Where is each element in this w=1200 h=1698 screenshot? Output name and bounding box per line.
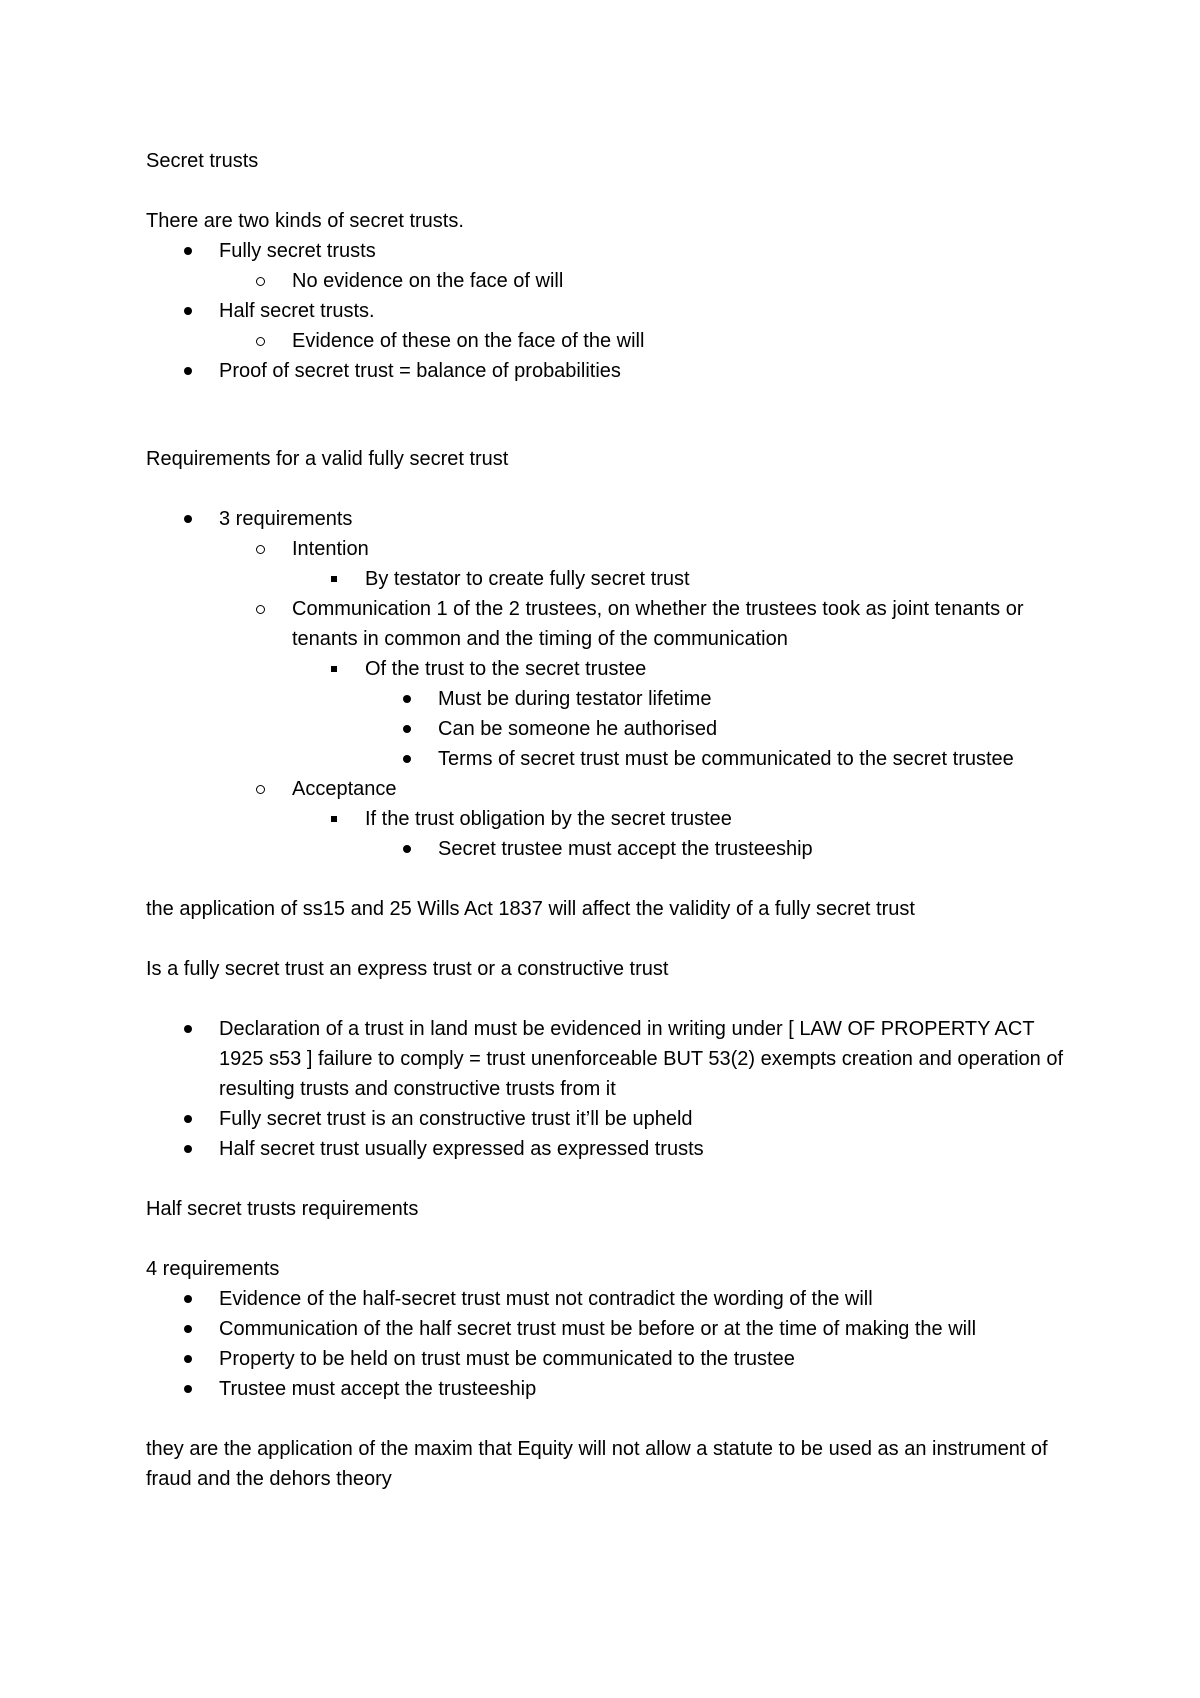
- kinds-list: [146, 236, 1076, 386]
- list-item: Half secret trust usually expressed as expressed trusts: [219, 1138, 704, 1160]
- list-item: Proof of secret trust = balance of probabilities: [219, 360, 621, 382]
- list-item: Must be during testator lifetime: [438, 688, 712, 710]
- list-item: Evidence of these on the face of the will: [292, 330, 645, 352]
- list-item: Half secret trusts.: [219, 300, 375, 322]
- list-item: Property to be held on trust must be communicated to the trustee: [219, 1348, 795, 1370]
- list-item: Declaration of a trust in land must be evidenced in writing under [ LAW OF PROPERTY ACT 1925 s53 ] failure to comply = trust unenforceable BUT 53(2) exempts creation and operation of resulting trusts and constructive trusts from it: [219, 1018, 1064, 1100]
- list-item: If the trust obligation by the secret trustee: [365, 808, 732, 830]
- list-item: No evidence on the face of will: [292, 270, 564, 292]
- list-item: By testator to create fully secret trust: [365, 568, 690, 590]
- list-item: Fully secret trust is an constructive trust it’ll be upheld: [219, 1108, 693, 1130]
- list-item: Communication of the half secret trust must be before or at the time of making the will: [219, 1318, 977, 1340]
- section-heading-fully-secret: Requirements for a valid fully secret trust: [146, 448, 509, 470]
- list-item: 3 requirements: [219, 508, 353, 530]
- list-item: Intention: [292, 538, 369, 560]
- list-item: Can be someone he authorised: [438, 718, 718, 740]
- list-item: Secret trustee must accept the trusteeship: [438, 838, 813, 860]
- half-secret-count: 4 requirements: [146, 1258, 280, 1280]
- list-item: Of the trust to the secret trustee: [365, 658, 647, 680]
- fully-secret-requirements-list: [146, 504, 1076, 864]
- list-item: Evidence of the half-secret trust must not contradict the wording of the will: [219, 1288, 873, 1310]
- intro-text: There are two kinds of secret trusts.: [146, 210, 464, 232]
- list-item: Terms of secret trust must be communicated to the secret trustee: [438, 748, 1014, 770]
- half-secret-requirements-list: [146, 1284, 1076, 1404]
- list-item: Acceptance: [292, 778, 397, 800]
- list-item: Trustee must accept the trusteeship: [219, 1378, 537, 1400]
- express-constructive-list: [146, 1014, 1076, 1164]
- section-heading-half-secret: Half secret trusts requirements: [146, 1198, 419, 1220]
- express-trust-question: Is a fully secret trust an express trust or a constructive trust: [146, 958, 669, 980]
- page-title: Secret trusts: [146, 150, 259, 172]
- closing-paragraph: they are the application of the maxim that Equity will not allow a statute to be used as an instrument of fraud and the dehors theory: [146, 1438, 1048, 1490]
- list-item: Communication 1 of the 2 trustees, on whether the trustees took as joint tenants or tenants in common and the timing of the communication: [292, 598, 1024, 650]
- wills-act-paragraph: the application of ss15 and 25 Wills Act 1837 will affect the validity of a fully secret trust: [146, 898, 915, 920]
- document-body: [146, 146, 1076, 1494]
- list-item: Fully secret trusts: [219, 240, 376, 262]
